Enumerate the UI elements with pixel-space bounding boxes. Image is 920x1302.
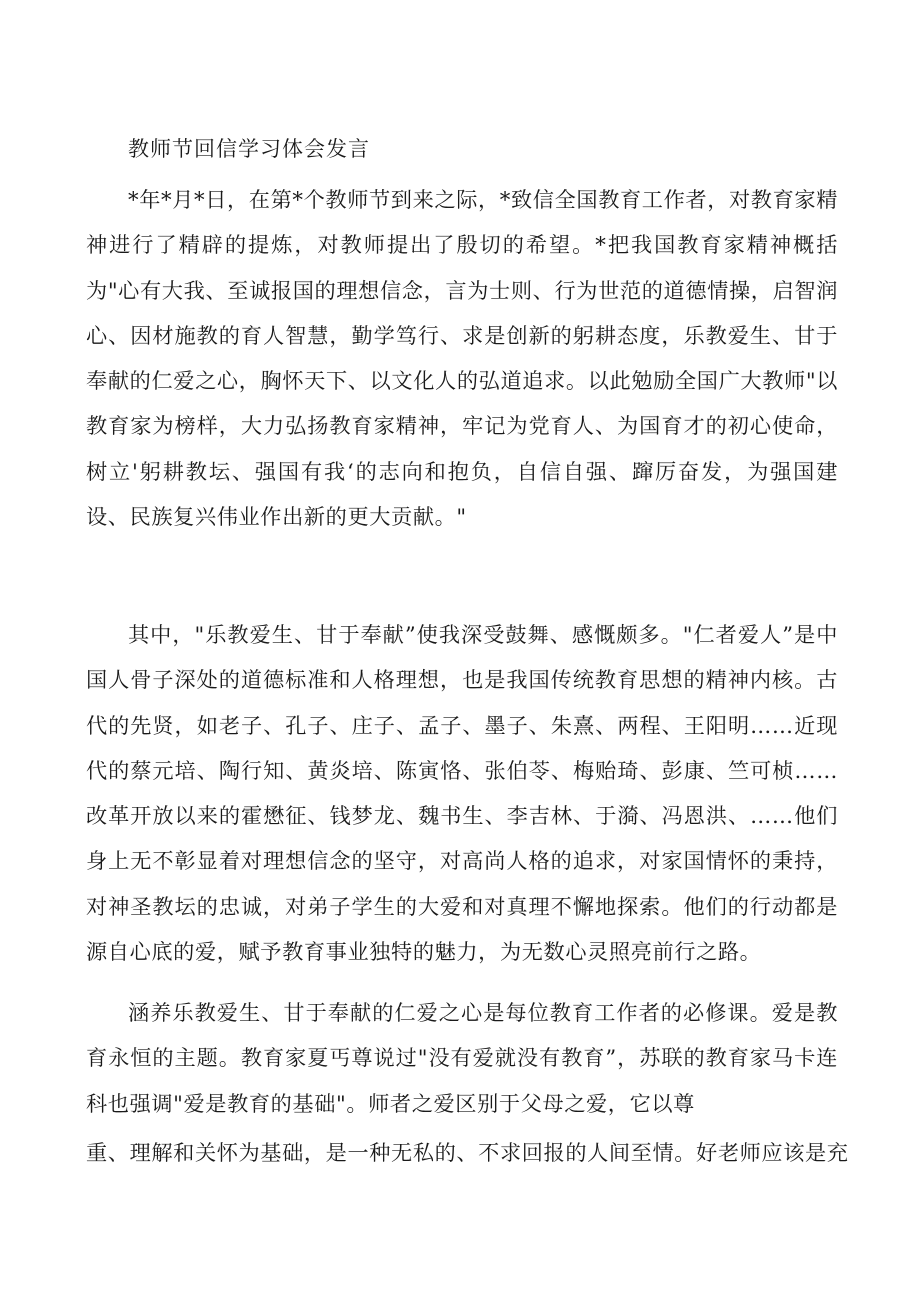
paragraph-4: 重、理解和关怀为基础，是一种无私的、不求回报的人间至情。好老师应该是充: [86, 1140, 849, 1165]
paragraph-1: *年*月*日，在第*个教师节到来之际，*致信全国教育工作者，对教育家精神进行了精辟的提炼，对教师提出了殷切的希望。*把我国教育家精神概括为"心有大我、至诚报国的理想信念，言为士则、行为世范的道德情操，启智润心、因材施教的育人智慧，勤学笃行、求是创新的躬耕态度，乐教爱生、甘于奉献的仁爱之心，胸怀天下、以文化人的弘道追求。以此勉励全国广大教师"以教育家为榜样，大力弘扬教育家精神，牢记为党育人、为国育才的初心使命，树立'躬耕教坛、强国有我‘的志向和抱负，自信自强、蹿厉奋发，为强国建设、民族复兴伟业作出新的更大贡献。": [86, 187, 838, 530]
document-title: 教师节回信学习体会发言: [128, 137, 370, 161]
paragraph-3: 涵养乐教爱生、甘于奉献的仁爱之心是每位教育工作者的必修课。爱是教育永恒的主题。教育家夏丐尊说过"没有爱就没有教育”，苏联的教育家马卡连科也强调"爱是教育的基础"。师者之爱区别于父母之爱，它以尊: [86, 1000, 838, 1116]
paragraph-2: 其中，"乐教爱生、甘于奉献”使我深受鼓舞、感慨颇多。"仁者爱人”是中国人骨子深处的道德标准和人格理想，也是我国传统教育思想的精神内核。古代的先贤，如老子、孔子、庄子、孟子、墨子、朱熹、两程、王阳明……近现代的蔡元培、陶行知、黄炎培、陈寅恪、张伯苓、梅贻琦、彭康、竺可桢……改革开放以来的霍懋征、钱梦龙、魏书生、李吉林、于漪、冯恩洪、……他们身上无不彰显着对理想信念的坚守，对高尚人格的追求，对家国情怀的秉持，对神圣教坛的忠诚，对弟子学生的大爱和对真理不懈地探索。他们的行动都是源自心底的爱，赋予教育事业独特的魅力，为无数心灵照亮前行之路。: [86, 622, 838, 965]
